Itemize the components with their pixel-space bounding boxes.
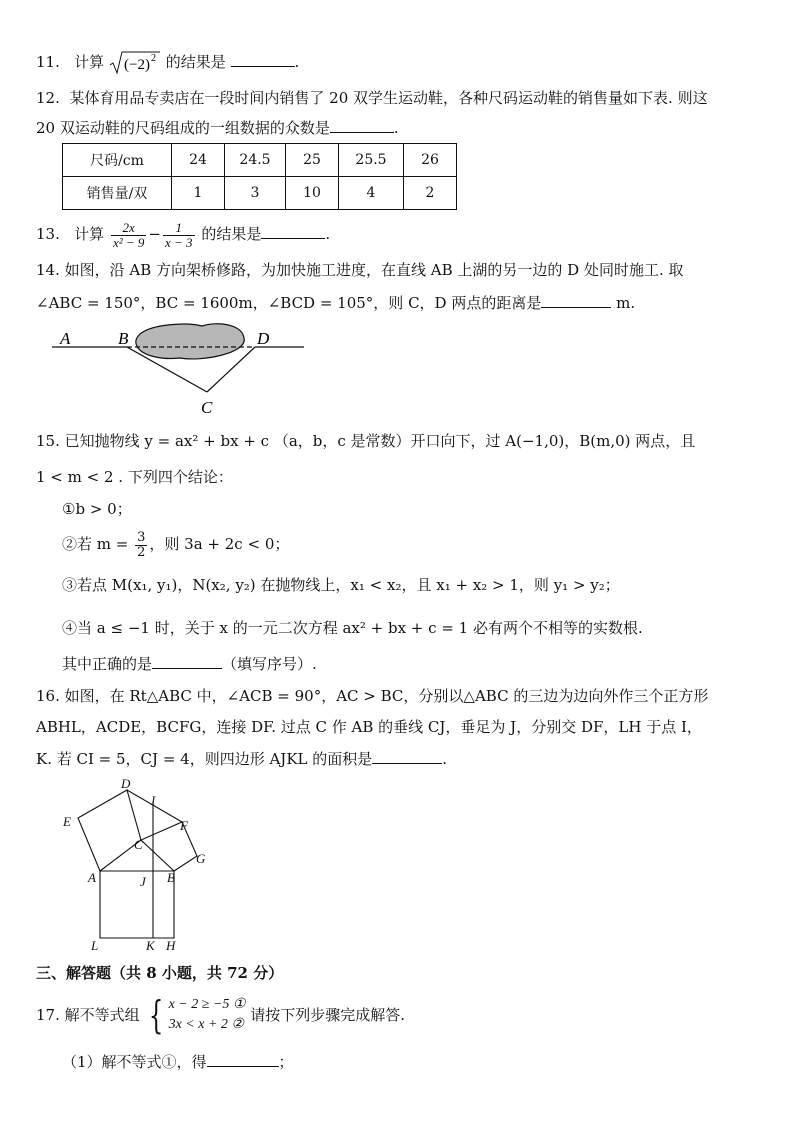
question-14-line1 bbox=[36, 260, 684, 280]
q12-number: 12. bbox=[36, 89, 60, 107]
table-cell: 3 bbox=[225, 177, 286, 210]
question-12-line2 bbox=[36, 117, 399, 138]
q15-answer-blank[interactable] bbox=[152, 653, 222, 669]
label-b: B bbox=[167, 870, 175, 885]
q14-lake-figure bbox=[52, 318, 312, 418]
label-i: I bbox=[151, 793, 156, 808]
q16-end: . bbox=[442, 750, 448, 768]
question-16-line1 bbox=[36, 686, 708, 706]
q15-answer-line bbox=[62, 653, 317, 674]
table-header-sales: 销售量/双 bbox=[63, 177, 172, 210]
q15-conclusion-2 bbox=[62, 528, 289, 560]
label-f: F bbox=[180, 818, 188, 833]
label-a: A bbox=[88, 870, 96, 885]
question-12-line1 bbox=[36, 88, 708, 108]
q11-end: . bbox=[294, 53, 300, 71]
q17-suffix: 请按下列步骤完成解答. bbox=[250, 1006, 405, 1024]
q17-step1-end: ； bbox=[278, 1053, 294, 1071]
q13-prefix: 计算 bbox=[74, 225, 105, 243]
q15-conclusion-1 bbox=[62, 499, 132, 519]
square-bcfg bbox=[141, 822, 197, 871]
label-a: A bbox=[60, 329, 71, 348]
table-cell: 26 bbox=[404, 144, 457, 177]
label-b: B bbox=[118, 329, 129, 348]
table-row bbox=[63, 144, 457, 177]
q14-text-1: 14. 如图，沿 AB 方向架桥修路，为加快施工进度，在直线 AB 上湖的另一边的 D 处同时施工. 取 bbox=[36, 261, 684, 279]
table-cell: 2 bbox=[404, 177, 457, 210]
q16-text-1: 16. 如图，在 Rt△ABC 中，∠ACB = 90°，AC > BC，分别以△ABC 的三边为边向外作三个正方形 bbox=[36, 687, 709, 705]
q11-number: 11. bbox=[36, 53, 60, 71]
q12-answer-blank[interactable] bbox=[330, 117, 394, 133]
question-16-line3 bbox=[36, 748, 447, 769]
shoe-size-table bbox=[62, 143, 457, 210]
label-k: K bbox=[146, 938, 155, 953]
q14-unit: m. bbox=[616, 294, 636, 312]
q14-answer-blank[interactable] bbox=[541, 292, 611, 308]
q12-text-2: 20 双运动鞋的尺码组成的一组数据的众数是 bbox=[36, 119, 330, 137]
label-c: C bbox=[134, 837, 143, 852]
label-e: E bbox=[63, 814, 71, 829]
q15-answer-suffix: （填写序号）. bbox=[222, 655, 317, 673]
q12-text-1: 某体育用品专卖店在一段时间内销售了 20 双学生运动鞋，各种尺码运动鞋的销售量如下表. 则这 bbox=[69, 89, 708, 107]
q15-c2-text-b: ，则 3a + 2c < 0； bbox=[149, 535, 290, 553]
question-13 bbox=[36, 218, 330, 250]
square-abhl bbox=[100, 871, 174, 938]
table-header-size: 尺码/cm bbox=[63, 144, 172, 177]
radical-sign-icon bbox=[109, 50, 161, 76]
q13-number: 13. bbox=[36, 225, 60, 243]
section-heading: 三、解答题（共 8 小题，共 72 分） bbox=[36, 964, 284, 982]
table-cell: 24 bbox=[172, 144, 225, 177]
q13-fraction-2: $\frac{1}{x - 3}$ bbox=[165, 219, 193, 250]
q17-step1-text: （1）解不等式①，得 bbox=[62, 1053, 207, 1071]
q11-exponent: 2 bbox=[150, 53, 156, 64]
q15-c2-text-a: ②若 m = bbox=[62, 535, 129, 553]
q11-answer-blank[interactable] bbox=[231, 51, 295, 67]
q17-system bbox=[169, 995, 246, 1035]
q15-c1-text: ①b > 0； bbox=[62, 500, 132, 518]
q15-conclusion-3 bbox=[62, 575, 620, 595]
label-g: G bbox=[196, 851, 206, 866]
q13-suffix: 的结果是 bbox=[201, 225, 262, 243]
question-17 bbox=[36, 994, 405, 1035]
q15-text-1: 15. 已知抛物线 y = ax² + bx + c （a，b，c 是常数）开口向下，过 A(−1,0)，B(m,0) 两点，且 bbox=[36, 432, 696, 450]
brace-icon: { bbox=[149, 993, 164, 1037]
q11-prefix: 计算 bbox=[74, 53, 105, 71]
q12-end: . bbox=[393, 119, 399, 137]
square-acde bbox=[78, 790, 141, 871]
label-c: C bbox=[201, 398, 213, 417]
q11-suffix: 的结果是 bbox=[165, 53, 226, 71]
table-cell: 4 bbox=[339, 177, 404, 210]
q15-answer-prefix: 其中正确的是 bbox=[62, 655, 153, 673]
q16-answer-blank[interactable] bbox=[372, 748, 442, 764]
question-14-line2 bbox=[36, 292, 635, 313]
q17-prefix: 17. 解不等式组 bbox=[36, 1006, 140, 1024]
label-l: L bbox=[91, 938, 99, 953]
label-j: J bbox=[140, 874, 146, 889]
q13-answer-blank[interactable] bbox=[261, 223, 325, 239]
q15-c3-text: ③若点 M(x₁, y₁)，N(x₂, y₂) 在抛物线上，x₁ < x₂，且 x₁ + x₂ > 1，则 y₁ > y₂； bbox=[62, 576, 620, 594]
q13-fraction-1: $\frac{2x}{\text{x² − 9}}$ bbox=[112, 219, 145, 250]
q15-text-2: 1 < m < 2 . 下列四个结论： bbox=[36, 468, 233, 486]
q17-inequality-2: 3x < x + 2 ② bbox=[168, 1017, 244, 1032]
q16-text-3: K. 若 CI = 5，CJ = 4，则四边形 AJKL 的面积是 bbox=[36, 750, 373, 768]
label-d: D bbox=[257, 329, 270, 348]
q16-text-2: ABHL，ACDE，BCFG，连接 DF. 过点 C 作 AB 的垂线 CJ，垂足为 J，分别交 DF，LH 于点 I， bbox=[36, 718, 702, 736]
table-cell: 24.5 bbox=[225, 144, 286, 177]
table-cell: 1 bbox=[172, 177, 225, 210]
q13-minus: − bbox=[148, 225, 161, 243]
table-cell: 10 bbox=[286, 177, 339, 210]
q14-text-2: ∠ABC = 150°，BC = 1600m，∠BCD = 105°，则 C，D 两点的距离是 bbox=[36, 294, 542, 312]
question-15-line1 bbox=[36, 431, 695, 451]
q13-end: . bbox=[325, 225, 331, 243]
label-d: D bbox=[121, 778, 131, 791]
question-15-line2 bbox=[36, 467, 233, 487]
label-h: H bbox=[166, 938, 176, 953]
q17-inequality-1: x − 2 ≥ −5 ① bbox=[168, 997, 246, 1012]
q11-radicand: (−2) bbox=[123, 57, 150, 73]
q15-c2-fraction: $\frac{3}{2}$ bbox=[137, 529, 146, 560]
table-row bbox=[63, 177, 457, 210]
lake-shape bbox=[136, 324, 244, 359]
q11-sqrt bbox=[109, 50, 161, 76]
question-11 bbox=[36, 50, 299, 76]
q16-squares-figure bbox=[56, 778, 216, 956]
q15-conclusion-4 bbox=[62, 618, 643, 638]
q15-c4-text: ④当 a ≤ −1 时，关于 x 的一元二次方程 ax² + bx + c = 1 必有两个不相等的实数根. bbox=[62, 619, 643, 637]
q17-step1-blank[interactable] bbox=[207, 1051, 279, 1067]
q17-step-1 bbox=[62, 1051, 294, 1072]
table-cell: 25 bbox=[286, 144, 339, 177]
question-16-line2 bbox=[36, 717, 702, 737]
table-cell: 25.5 bbox=[339, 144, 404, 177]
